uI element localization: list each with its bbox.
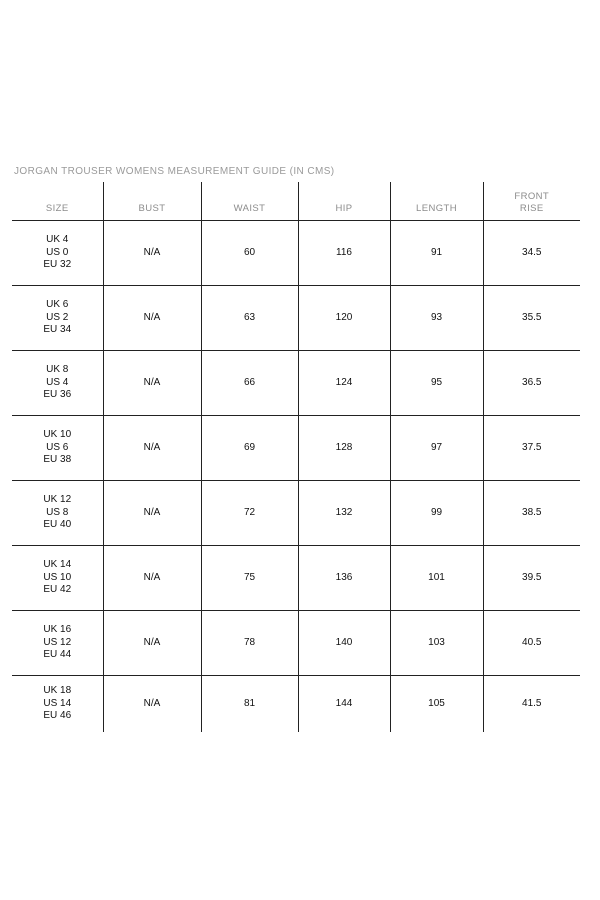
front-rise-cell: 41.5 [483,676,580,733]
table-row [12,416,580,481]
size-cell [12,676,103,733]
length-cell: 105 [390,676,483,733]
waist-cell: 78 [201,611,298,676]
column-header-length: LENGTH [390,182,483,221]
length-cell: 99 [390,481,483,546]
size-label: EU 32 [43,259,72,271]
size-label: UK 8 [46,364,69,376]
bust-cell: N/A [103,481,201,546]
table-header-row [12,182,580,221]
front-rise-cell: 35.5 [483,286,580,351]
length-cell: 97 [390,416,483,481]
size-cell [12,546,103,611]
hip-cell: 140 [298,611,390,676]
table-row [12,221,580,286]
size-cell [12,221,103,286]
hip-cell: 124 [298,351,390,416]
size-label: UK 4 [46,234,69,246]
size-label: US 0 [46,246,69,258]
bust-cell: N/A [103,676,201,733]
waist-cell: 60 [201,221,298,286]
size-label: UK 12 [43,494,72,506]
size-cell [12,351,103,416]
size-cell [12,416,103,481]
waist-cell: 75 [201,546,298,611]
hip-cell: 144 [298,676,390,733]
length-cell: 95 [390,351,483,416]
size-label: US 2 [46,311,69,323]
size-label: US 6 [46,441,69,453]
size-label: EU 38 [43,454,72,466]
size-label: US 14 [43,697,72,709]
size-label: EU 36 [43,389,72,401]
size-label: US 12 [43,636,72,648]
bust-cell: N/A [103,351,201,416]
size-label: UK 6 [46,299,69,311]
front-rise-cell: 39.5 [483,546,580,611]
bust-cell: N/A [103,286,201,351]
bust-cell: N/A [103,416,201,481]
size-label: EU 42 [43,584,72,596]
hip-cell: 116 [298,221,390,286]
waist-cell: 81 [201,676,298,733]
size-cell [12,286,103,351]
size-label: UK 16 [43,624,72,636]
table-row [12,676,580,733]
measurement-table [12,182,580,732]
size-label: US 8 [46,506,69,518]
front-rise-cell: 38.5 [483,481,580,546]
table-row [12,351,580,416]
size-label: EU 44 [43,649,72,661]
size-cell [12,481,103,546]
length-cell: 103 [390,611,483,676]
table-row [12,286,580,351]
size-label: EU 40 [43,519,72,531]
table-row [12,611,580,676]
hip-cell: 128 [298,416,390,481]
column-header-hip: HIP [298,182,390,221]
front-rise-cell: 36.5 [483,351,580,416]
bust-cell: N/A [103,546,201,611]
page-title: JORGAN TROUSER WOMENS MEASUREMENT GUIDE (IN CMS) [14,166,335,177]
hip-cell: 120 [298,286,390,351]
column-header-waist: WAIST [201,182,298,221]
size-cell [12,611,103,676]
bust-cell: N/A [103,221,201,286]
bust-cell: N/A [103,611,201,676]
waist-cell: 63 [201,286,298,351]
hip-cell: 132 [298,481,390,546]
size-label: EU 34 [43,324,72,336]
table-row [12,546,580,611]
size-label: EU 46 [43,710,72,722]
front-rise-cell: 40.5 [483,611,580,676]
waist-cell: 69 [201,416,298,481]
front-rise-cell: 37.5 [483,416,580,481]
size-label: UK 14 [43,559,72,571]
hip-cell: 136 [298,546,390,611]
column-header-size: SIZE [12,182,103,221]
column-header-front-rise: FRONT RISE [483,182,580,221]
table-row [12,481,580,546]
size-label: US 4 [46,376,69,388]
size-label: UK 18 [43,685,72,697]
waist-cell: 66 [201,351,298,416]
front-rise-cell: 34.5 [483,221,580,286]
column-header-bust: BUST [103,182,201,221]
length-cell: 93 [390,286,483,351]
size-label: US 10 [43,571,72,583]
waist-cell: 72 [201,481,298,546]
size-label: UK 10 [43,429,72,441]
length-cell: 91 [390,221,483,286]
length-cell: 101 [390,546,483,611]
